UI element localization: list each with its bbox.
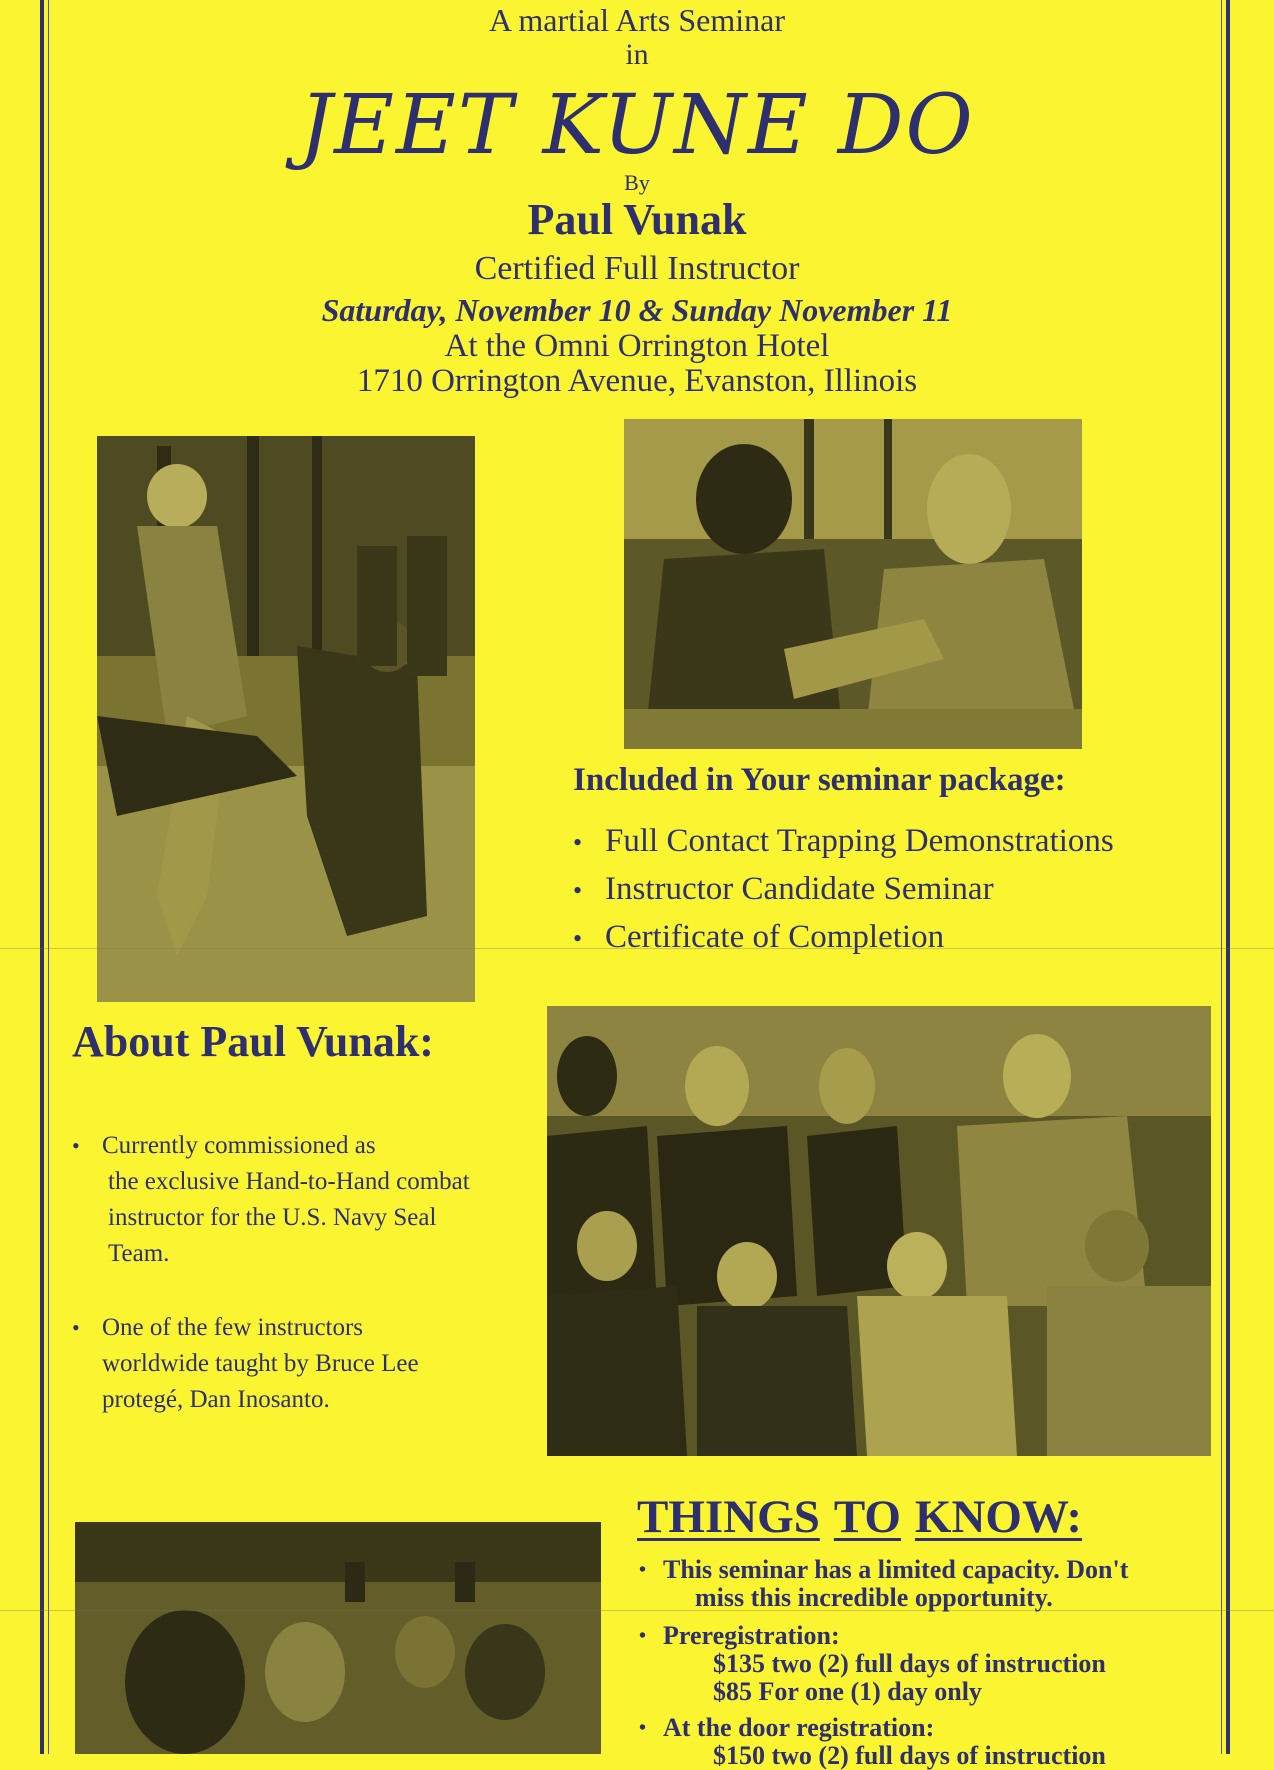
bullet-icon: •: [72, 1315, 80, 1340]
seminar-dates: Saturday, November 10 & Sunday November 11: [321, 292, 953, 328]
about-item: • Currently commissioned as the exclusive Hand-to-Hand combat instructor for the U.S. Navy Seal Team.: [102, 1128, 470, 1272]
certification-line: Certified Full Instructor: [474, 250, 800, 287]
package-heading: Included in Your seminar package:: [573, 762, 1066, 798]
instructor-name: Paul Vunak: [527, 195, 747, 244]
in-line: in: [625, 38, 649, 71]
bullet-icon: •: [639, 1559, 647, 1581]
package-list: [573, 818, 1114, 962]
package-item: • Certificate of Completion: [573, 914, 1114, 962]
address-line: 1710 Orrington Avenue, Evanston, Illinois: [356, 363, 918, 399]
seminar-title: JEET KUNE DO: [299, 78, 975, 173]
bullet-icon: •: [573, 924, 583, 953]
venue-line: At the Omni Orrington Hotel: [444, 328, 830, 364]
about-item: • One of the few instructors worldwide taught by Bruce Lee protegé, Dan Inosanto.: [102, 1310, 419, 1418]
about-heading: About Paul Vunak:: [72, 1017, 434, 1066]
bullet-icon: •: [639, 1625, 647, 1647]
by-line: By: [624, 170, 650, 195]
door-registration-pricing: • At the door registration: $150 two (2) full days of instruction: [639, 1713, 1106, 1770]
bullet-icon: •: [573, 828, 583, 857]
drill-photo: [75, 1522, 601, 1754]
seminar-line: A martial Arts Seminar: [489, 2, 785, 38]
bullet-icon: •: [72, 1133, 80, 1158]
trapping-photo: [624, 419, 1082, 749]
capacity-note: • This seminar has a limited capacity. Don't miss this incredible opportunity.: [639, 1555, 1129, 1612]
fold-crease: [0, 948, 1274, 949]
package-item: • Instructor Candidate Seminar: [573, 866, 1114, 914]
package-item: • Full Contact Trapping Demonstrations: [573, 818, 1114, 866]
bullet-icon: •: [639, 1717, 647, 1739]
group-photo: [547, 1006, 1211, 1456]
bullet-icon: •: [573, 876, 583, 905]
preregistration-pricing: • Preregistration: $135 two (2) full days of instruction $85 For one (1) day only: [639, 1621, 1106, 1706]
things-to-know-heading: THINGS TO KNOW:: [637, 1491, 1083, 1543]
sparring-photo: [97, 436, 475, 1002]
